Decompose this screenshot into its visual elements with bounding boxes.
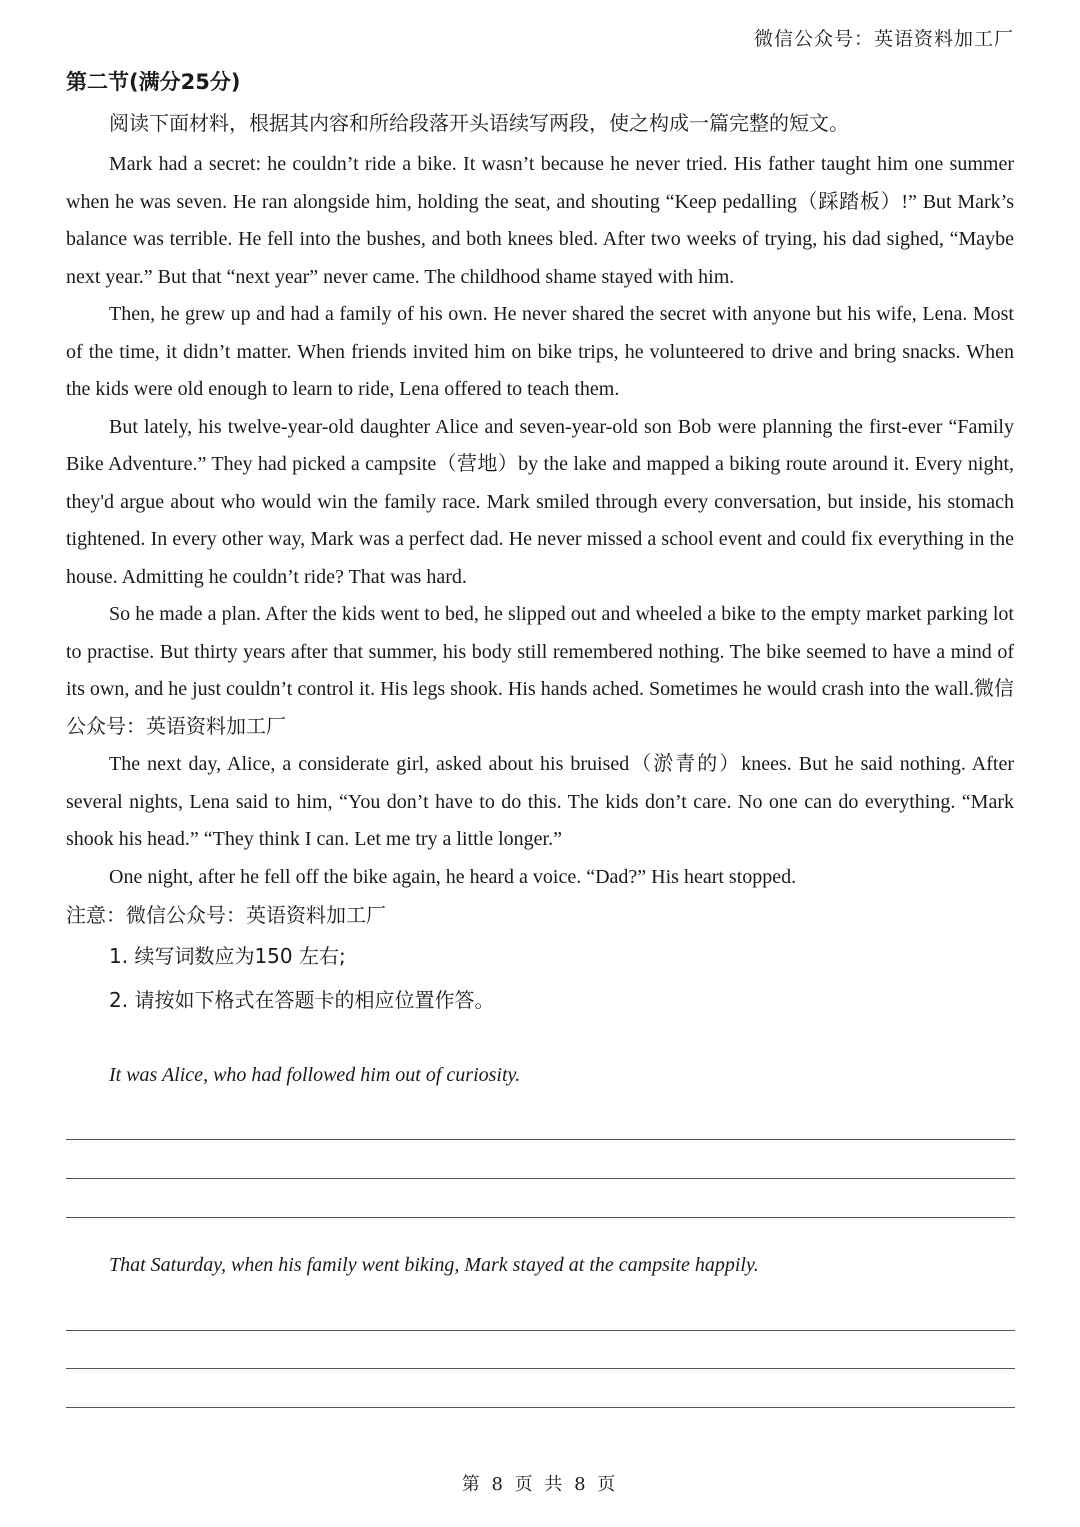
answer-line[interactable] [66,1330,1015,1331]
answer-line[interactable] [66,1407,1015,1408]
answer-line[interactable] [66,1178,1015,1179]
reading-passage [66,104,1014,1022]
story-paragraph: One night, after he fell off the bike again, he heard a voice. “Dad?” His heart stopped. [109,865,797,888]
notes-heading: 注意：微信公众号：英语资料加工厂 [66,903,386,927]
story-paragraph: So he made a plan. After the kids went to bed, he slipped out and wheeled a bike to the empty market parking lot to practise. But thirty years after that summer, his body still remembered nothing. The bike seemed to have a mind of its own, and he just couldn’t control it. His legs shook. His hands ached. Sometimes he would crash into the wall.微信公众号：英语资料加工厂 [66,603,1014,738]
paragraph-opener-1: It was Alice, who had followed him out of curiosity. [109,1064,521,1086]
story-paragraph: Then, he grew up and had a family of his own. He never shared the secret with anyone but his wife, Lena. Most of the time, it didn’t matter. When friends invited him on bike trips, he volunteered to drive and bring snacks. When the kids were old enough to learn to ride, Lena offered to teach them. [66,303,1014,400]
header-watermark: 微信公众号：英语资料加工厂 [753,28,1014,50]
answer-line[interactable] [66,1217,1015,1218]
answer-line[interactable] [66,1368,1015,1369]
story-paragraph: Mark had a secret: he couldn’t ride a bike. It wasn’t because he never tried. His father taught him one summer when he was seven. He ran alongside him, holding the seat, and shouting “Keep pedalling（踩踏板）!” But Mark’s balance was terrible. He fell into the bushes, and both knees bled. After two weeks of trying, his dad sighed, “Maybe next year.” But that “next year” never came. The childhood shame stayed with him. [66,153,1014,288]
answer-line[interactable] [66,1139,1015,1140]
story-paragraph: But lately, his twelve-year-old daughter Alice and seven-year-old son Bob were planning the first-ever “Family Bike Adventure.” They had picked a campsite（营地）by the lake and mapped a biking route around it. Every night, they'd argue about who would win the family race. Mark smiled through every conversation, but inside, his stomach tightened. In every other way, Mark was a perfect dad. He never missed a school event and could fix everything in the house. Admitting he couldn’t ride? That was hard. [66,415,1014,588]
page-number: 第 8 页 共 8 页 [461,1474,619,1495]
section-title: 第二节(满分25分) [66,70,241,94]
note-item-format: 2. 请按如下格式在答题卡的相应位置作答。 [109,988,495,1012]
note-item-word-count: 1. 续写词数应为150 左右; [109,944,346,968]
task-instruction: 阅读下面材料，根据其内容和所给段落开头语续写两段，使之构成一篇完整的短文。 [109,111,849,135]
story-paragraph: The next day, Alice, a considerate girl, asked about his bruised（淤青的）knees. But he said nothing. After several nights, Lena said to him, “You don’t have to do this. The kids don’t care. No one can do everything. “Mark shook his head.” “They think I can. Let me try a little longer.” [66,753,1014,850]
paragraph-opener-2: That Saturday, when his family went biking, Mark stayed at the campsite happily. [109,1254,759,1276]
